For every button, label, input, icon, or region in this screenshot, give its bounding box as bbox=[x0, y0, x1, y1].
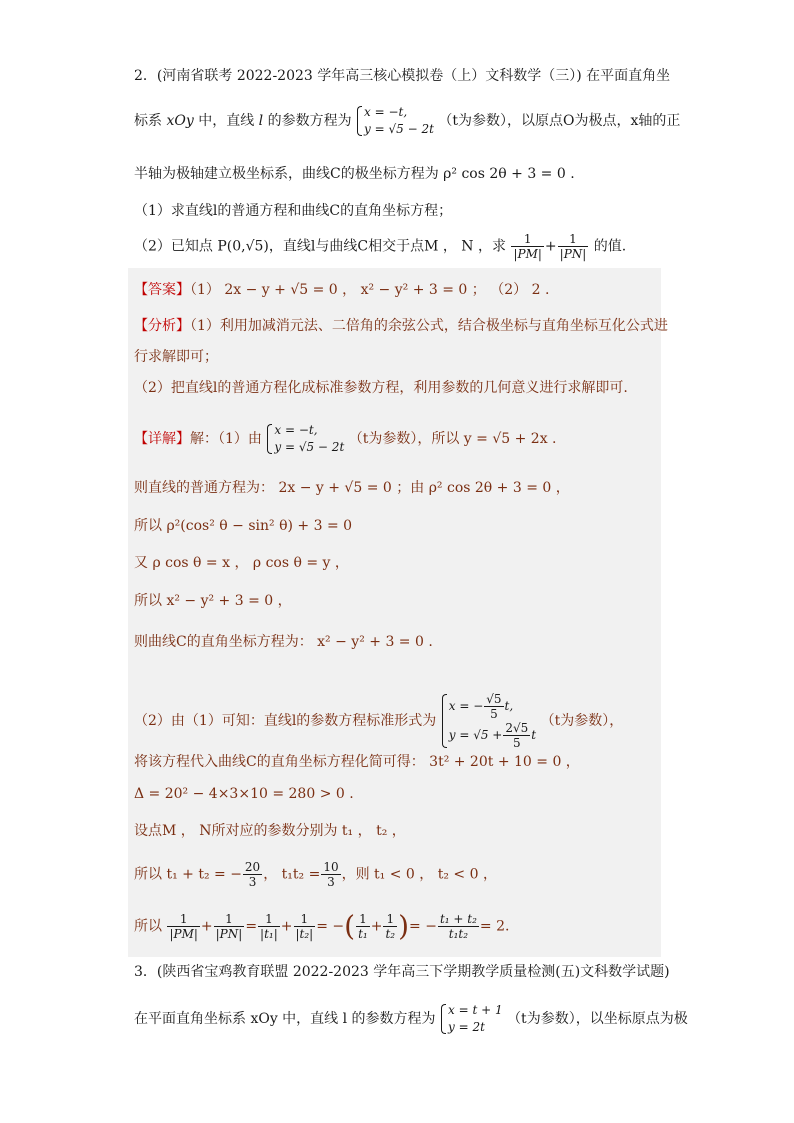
fraction bbox=[243, 860, 262, 889]
num: 1 bbox=[558, 232, 589, 247]
detail-line10: 设点M ， N所对应的参数分别为 t₁ ， t₂ ， bbox=[134, 823, 406, 839]
den: 3 bbox=[327, 875, 335, 889]
math-xoy: xOy bbox=[166, 113, 194, 129]
den: |t₂| bbox=[295, 927, 314, 941]
den: t₁t₂ bbox=[448, 927, 469, 941]
param-y: y = 2t bbox=[448, 1020, 485, 1034]
den: 5 bbox=[490, 707, 498, 721]
den: |PN| bbox=[559, 247, 587, 261]
answer-line bbox=[134, 280, 549, 300]
fraction bbox=[258, 912, 280, 941]
detail-tag: 【详解】 bbox=[134, 431, 190, 447]
num: 1 bbox=[356, 912, 370, 927]
param-system bbox=[440, 1002, 503, 1036]
detail-line3: 所以 ρ²(cos² θ − sin² θ) + 3 = 0 bbox=[134, 518, 353, 534]
detail-line12: 所以 $\frac{1}{|PM|}$ + $\frac{1}{|PN|}$ = $\frac{1}{\text{|t₁|}}$ + $\frac{1}{\text{|t₂|}}$ = −( $\frac{1}{\text{t₁}}$ + $\frac{1}{\text{t₂}}$ )= − $\frac{\text{t₁ + t₂}}{\text{t₁t₂}}$ = 2. bbox=[134, 909, 510, 943]
den: |PN| bbox=[215, 927, 243, 941]
detail-line5: 所以 x² − y² + 3 = 0 ， bbox=[134, 593, 292, 609]
num: 1 bbox=[258, 912, 280, 927]
detail-line6: 则曲线C的直角坐标方程为： x² − y² + 3 = 0 . bbox=[134, 634, 433, 650]
text: 的参数方程为 bbox=[267, 113, 352, 129]
param-x: x = −t, bbox=[274, 423, 318, 437]
detail-line2: 则直线的普通方程为： 2x − y + √5 = 0 ；由 ρ² cos 2θ + 3 = 0 ， bbox=[134, 480, 570, 496]
text: （t为参数），所以 y = √5 + 2x . bbox=[348, 431, 557, 447]
solution-background bbox=[128, 268, 661, 957]
num: 2√5 bbox=[505, 721, 529, 735]
detail-line9: Δ = 20² − 4×3×10 = 280 > 0 . bbox=[134, 786, 354, 802]
text: ， t₁t₂ = bbox=[263, 866, 321, 883]
analysis-line2: 行求解即可； bbox=[134, 349, 218, 365]
den: 5 bbox=[513, 736, 521, 750]
text: 在平面直角坐标系 xOy 中，直线 l 的参数方程为 bbox=[134, 1011, 436, 1027]
math-l: l bbox=[258, 113, 264, 129]
fraction bbox=[383, 912, 397, 941]
detail-line4: 又 ρ cos θ = x ， ρ cos θ = y ， bbox=[134, 555, 349, 571]
paren-close: ) bbox=[398, 909, 410, 943]
num: 1 bbox=[383, 912, 397, 927]
param-y: y = √5 − 2t bbox=[274, 440, 345, 454]
text: （2）已知点 P(0,√5)，直线l与曲线C相交于点M ， N ，求 bbox=[134, 238, 507, 255]
fraction bbox=[321, 860, 340, 889]
param-x bbox=[449, 692, 536, 721]
param-system bbox=[356, 104, 434, 138]
den: t₂ bbox=[385, 927, 396, 941]
den: |t₁| bbox=[260, 927, 278, 941]
param-y bbox=[449, 721, 536, 750]
text: 所以 bbox=[134, 918, 162, 935]
fraction bbox=[438, 912, 479, 941]
problem3-line1: 3．(陕西省宝鸡教育联盟 2022-2023 学年高三下学期教学质量检测(五)文科数学试题) bbox=[134, 964, 670, 980]
analysis-line1 bbox=[134, 316, 668, 336]
text: t bbox=[531, 728, 537, 742]
param-x: x = −t, bbox=[364, 105, 408, 119]
den: t₁ bbox=[358, 927, 368, 941]
fraction bbox=[503, 721, 530, 750]
num: √5 bbox=[486, 692, 502, 706]
analysis-line3: （2）把直线l的普通方程化成标准参数方程，利用参数的几何意义进行求解即可. bbox=[134, 380, 628, 396]
num: 20 bbox=[244, 860, 261, 874]
text: = 2. bbox=[479, 918, 510, 935]
fraction bbox=[294, 912, 316, 941]
text: （2）由（1）可知：直线l的参数方程标准形式为 bbox=[134, 713, 437, 729]
num: 10 bbox=[323, 860, 339, 874]
text: （t为参数），以原点O为极点，x轴的正 bbox=[438, 113, 681, 129]
detail-line11 bbox=[134, 860, 497, 889]
fraction bbox=[558, 232, 589, 261]
text: x = − bbox=[448, 699, 484, 713]
fraction bbox=[356, 912, 370, 941]
den: |PM| bbox=[513, 247, 542, 261]
problem3-line2 bbox=[134, 1002, 688, 1036]
problem2-line2 bbox=[134, 104, 680, 138]
param-x: x = t + 1 bbox=[448, 1003, 503, 1017]
text: 所以 t₁ + t₂ = − bbox=[134, 866, 242, 883]
problem2-line1: 2．(河南省联考 2022-2023 学年高三核心模拟卷（上）文科数学（三）) 在平面直角坐 bbox=[134, 68, 671, 84]
fraction bbox=[214, 912, 245, 941]
text: （t为参数）， bbox=[540, 713, 624, 729]
detail-line8: 将该方程代入曲线C的直角坐标方程化简可得： 3t² + 20t + 10 = 0 ， bbox=[134, 754, 580, 770]
num: 1 bbox=[167, 912, 199, 927]
param-y: y = √5 − 2t bbox=[364, 122, 434, 136]
text: y = √5 + bbox=[448, 728, 503, 742]
problem2-q2: （2）已知点 P(0,√5)，直线l与曲线C相交于点M ， N ，求 $\frac{1}{|PM|}$ + $\frac{1}{|PN|}$ 的值. bbox=[134, 232, 627, 261]
answer-text: （1） 2x − y + √5 = 0 ， x² − y² + 3 = 0 ； （2） 2 . bbox=[190, 282, 550, 298]
num: 1 bbox=[214, 912, 245, 927]
text: （t为参数），以坐标原点为极 bbox=[507, 1011, 688, 1027]
text: t, bbox=[504, 699, 514, 713]
param-system bbox=[266, 422, 344, 456]
text: 的值. bbox=[593, 238, 627, 255]
den: 3 bbox=[248, 875, 257, 889]
param-system-standard bbox=[441, 692, 536, 750]
detail-line7 bbox=[134, 692, 623, 750]
problem2-line3: 半轴为极轴建立极坐标系，曲线C的极坐标方程为 ρ² cos 2θ + 3 = 0 . bbox=[134, 166, 575, 182]
analysis-tag: 【分析】 bbox=[134, 318, 190, 334]
text: ，则 t₁ < 0 ， t₂ < 0 ， bbox=[341, 866, 497, 883]
num: 1 bbox=[511, 232, 543, 247]
problem2-q1: （1）求直线l的普通方程和曲线C的直角坐标方程； bbox=[134, 203, 453, 219]
fraction bbox=[167, 912, 199, 941]
answer-tag: 【答案】 bbox=[134, 282, 190, 298]
fraction bbox=[484, 692, 503, 721]
paren-open: ( bbox=[344, 909, 356, 943]
text: 标系 bbox=[134, 113, 162, 129]
fraction bbox=[511, 232, 543, 261]
detail-line1 bbox=[134, 422, 557, 456]
analysis-text: （1）利用加减消元法、二倍角的余弦公式，结合极坐标与直角坐标互化公式进 bbox=[190, 318, 668, 334]
text: 中，直线 bbox=[198, 113, 255, 129]
den: |PM| bbox=[169, 927, 198, 941]
num: 1 bbox=[294, 912, 316, 927]
num: t₁ + t₂ bbox=[439, 912, 477, 926]
text: 解：（1）由 bbox=[190, 431, 262, 447]
